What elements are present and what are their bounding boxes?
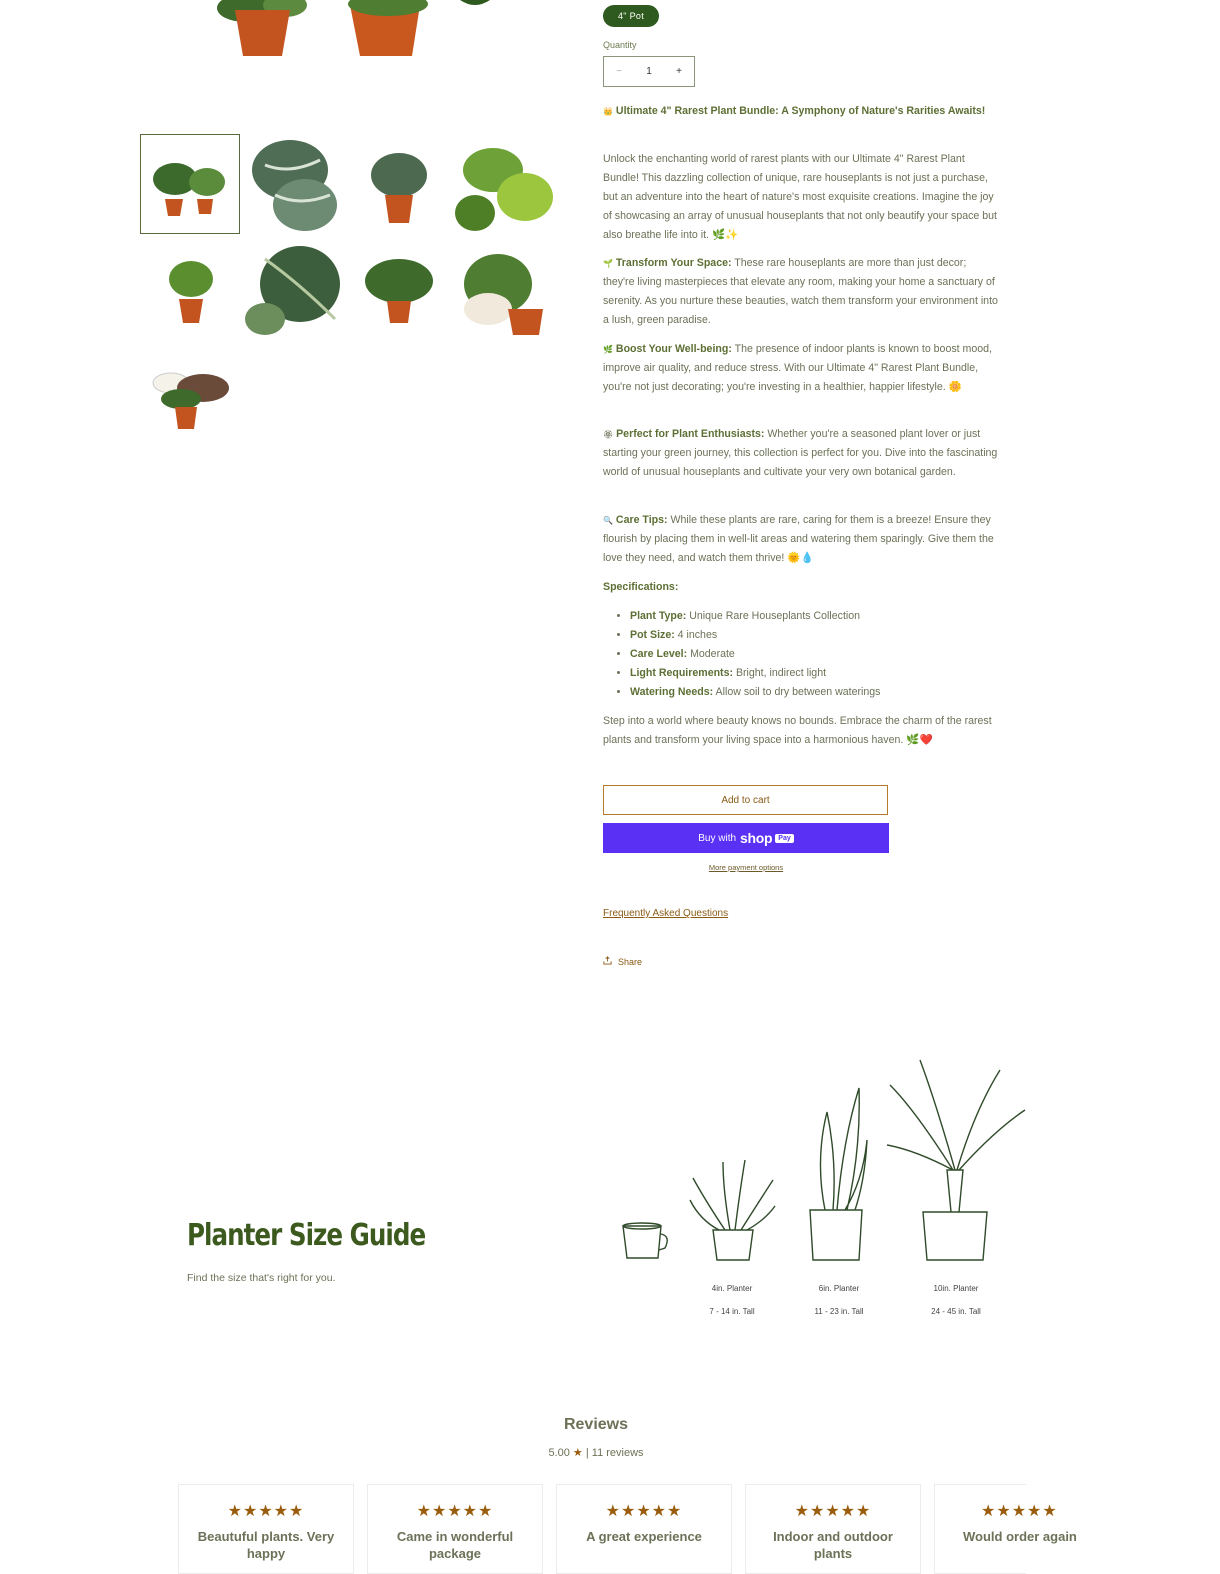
star-rating: ★★★★★ xyxy=(981,1503,1058,1520)
flower-icon: 🏵 xyxy=(603,430,614,439)
star-icon: ★ xyxy=(572,1447,583,1459)
summary-separator: | xyxy=(585,1447,589,1459)
thumbnail-8[interactable] xyxy=(453,239,551,337)
review-card[interactable] xyxy=(178,1484,354,1574)
description-intro: Unlock the enchanting world of rarest plants with our Ultimate 4" Rarest Plant Bundle! This dazzling collection of unique, rare houseplants is not just a purchase, but an adventure into the heart of nature's most exquisite creations. Imagine the joy of showcasing an array of unusual houseplants that not only beautify your space but also breathe life into it. 🌿✨ xyxy=(603,153,997,241)
planter-6in-height: 11 - 23 in. Tall xyxy=(814,1307,864,1316)
spec-item: • Light Requirements: Bright, indirect light xyxy=(630,664,880,683)
reviews-summary xyxy=(0,1446,1192,1459)
star-rating: ★★★★★ xyxy=(416,1503,494,1520)
size-guide-title: Planter Size Guide xyxy=(187,1218,426,1253)
planter-4in-height: 7 - 14 in. Tall xyxy=(709,1307,755,1316)
pay-badge: Pay xyxy=(775,834,793,843)
quantity-increase-button[interactable]: + xyxy=(676,66,682,77)
herb-icon: 🌿 xyxy=(603,345,613,354)
specs-heading: Specifications: xyxy=(603,581,679,593)
main-product-image[interactable] xyxy=(150,0,560,80)
review-title: Indoor and outdoor plants xyxy=(773,1529,893,1561)
section-enthusiasts: 🏵 Perfect for Plant Enthusiasts: Whether you're a seasoned plant lover or just starting your green journey, this collection is perfect for you. Dive into the fascinating world of unusual houseplants and cultivate your very own botanical garden. xyxy=(603,428,998,478)
reviews-title: Reviews xyxy=(563,1416,629,1433)
planter-6in-name: 6in. Planter xyxy=(818,1284,860,1293)
planter-10in-height: 24 - 45 in. Tall xyxy=(931,1307,981,1316)
star-rating: ★★★★★ xyxy=(605,1503,683,1520)
magnifier-icon: 🔍 xyxy=(603,516,613,525)
thumbnail-1[interactable] xyxy=(141,135,239,233)
review-card[interactable] xyxy=(367,1484,543,1574)
quantity-stepper xyxy=(603,56,695,87)
crown-icon: 👑 xyxy=(603,107,613,116)
add-to-cart-button[interactable]: Add to cart xyxy=(603,785,888,815)
average-rating: 5.00 xyxy=(548,1447,570,1459)
more-payment-options-link[interactable]: More payment options xyxy=(708,863,784,872)
quantity-decrease-button[interactable]: − xyxy=(616,66,622,77)
thumbnail-6[interactable] xyxy=(245,239,343,337)
spec-item: • Plant Type: Unique Rare Houseplants Collection xyxy=(630,607,880,626)
section-wellbeing: 🌿 Boost Your Well-being: The presence of indoor plants is known to boost mood, improve air quality, and reduce stress. With our Ultimate 4" Rarest Plant Bundle, you're not just decorating; you're investing in a healthier, happier lifestyle. 🌼 xyxy=(603,343,992,393)
star-rating: ★★★★★ xyxy=(794,1503,872,1520)
section-care-tips: 🔍 Care Tips: While these plants are rare, caring for them is a breeze! Ensure they flourish by placing them in well-lit areas and watering them sparingly. Give them the love they need, and watch them thrive! 🌞💧 xyxy=(603,514,994,564)
thumbnail-5[interactable] xyxy=(141,239,239,337)
description-title: 👑 Ultimate 4" Rarest Plant Bundle: A Symphony of Nature's Rarities Awaits! xyxy=(603,105,986,117)
thumbnail-2[interactable] xyxy=(245,135,343,233)
review-count: 11 reviews xyxy=(591,1447,644,1459)
review-card[interactable] xyxy=(745,1484,921,1574)
share-label: Share xyxy=(618,956,643,967)
thumbnail-7[interactable] xyxy=(349,239,447,337)
star-rating: ★★★★★ xyxy=(227,1503,305,1520)
planter-10in-name: 10in. Planter xyxy=(933,1284,979,1293)
buy-with-label: Buy with xyxy=(698,832,737,844)
faq-link[interactable]: Frequently Asked Questions xyxy=(603,908,729,919)
shop-pay-button[interactable] xyxy=(603,823,889,853)
planter-illustration xyxy=(615,1050,1035,1270)
review-title: Beautuful plants. Very happy xyxy=(197,1529,335,1561)
sprout-icon: 🌱 xyxy=(603,259,613,268)
shop-logo: shop xyxy=(740,830,773,846)
spec-item: • Pot Size: 4 inches xyxy=(630,626,880,645)
size-guide-subtitle: Find the size that's right for you. xyxy=(187,1272,336,1284)
variant-option-selected[interactable]: 4" Pot xyxy=(603,5,659,27)
review-title: Came in wonderful package xyxy=(396,1529,514,1561)
thumbnail-4[interactable] xyxy=(453,135,551,233)
planter-4in-name: 4in. Planter xyxy=(711,1284,753,1293)
cup-icon xyxy=(623,1226,661,1258)
review-title: A great experience xyxy=(586,1529,702,1544)
quantity-input[interactable]: 1 xyxy=(646,66,652,77)
review-card[interactable] xyxy=(556,1484,732,1574)
description-outro: Step into a world where beauty knows no bounds. Embrace the charm of the rarest plants and transform your living space into a harmonious haven. 🌿❤️ xyxy=(603,715,992,746)
thumbnail-3[interactable] xyxy=(349,135,447,233)
review-title: Would order again xyxy=(963,1529,1077,1544)
review-card[interactable] xyxy=(934,1484,1077,1574)
share-button[interactable] xyxy=(603,956,642,967)
share-icon xyxy=(603,956,612,967)
spec-item: • Care Level: Moderate xyxy=(630,645,880,664)
thumbnail-9[interactable] xyxy=(141,343,239,441)
quantity-label: Quantity xyxy=(603,40,637,50)
spec-item: • Watering Needs: Allow soil to dry between waterings xyxy=(630,683,880,702)
section-transform: 🌱 Transform Your Space: These rare houseplants are more than just decor; they're living masterpieces that elevate any room, making your home a sanctuary of serenity. As you nurture these beauties, watch them transform your environment into a lush, green paradise. xyxy=(603,257,998,326)
specs-list xyxy=(612,607,880,702)
